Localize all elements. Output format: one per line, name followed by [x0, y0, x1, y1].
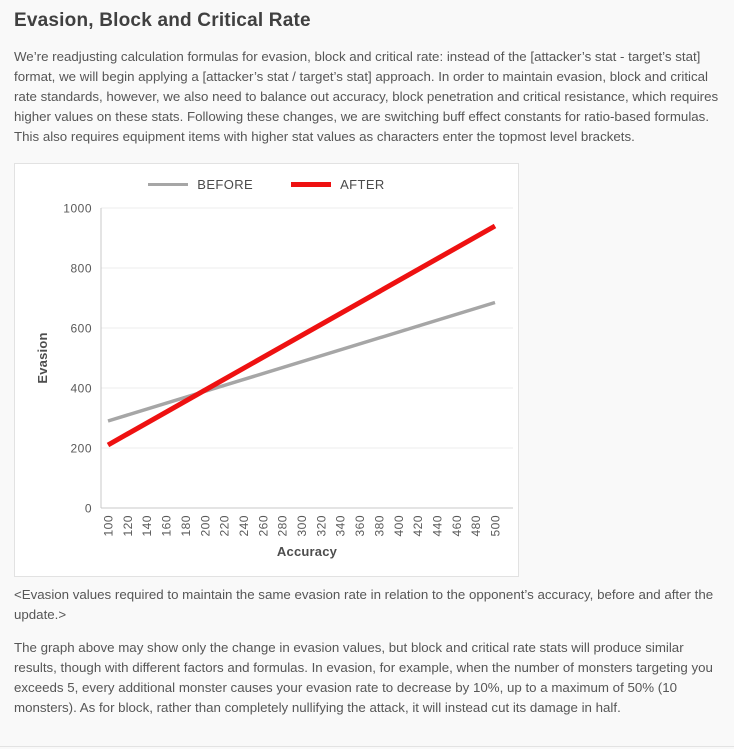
page-title: Evasion, Block and Critical Rate: [14, 10, 311, 31]
svg-text:420: 420: [411, 515, 426, 537]
svg-text:320: 320: [314, 515, 329, 537]
legend-label-before: BEFORE: [197, 177, 254, 192]
svg-text:Accuracy: Accuracy: [276, 544, 338, 559]
svg-text:300: 300: [295, 515, 309, 537]
svg-text:240: 240: [236, 515, 251, 537]
before-line-swatch: [148, 183, 188, 186]
chart-legend: [15, 177, 518, 192]
legend-label-after: AFTER: [340, 177, 385, 192]
svg-text:480: 480: [469, 515, 484, 537]
evasion-chart: [14, 163, 519, 577]
svg-text:400: 400: [391, 515, 406, 537]
svg-text:120: 120: [120, 515, 135, 537]
svg-text:280: 280: [275, 515, 290, 537]
svg-text:260: 260: [256, 515, 271, 537]
svg-text:140: 140: [140, 515, 155, 537]
svg-text:1000: 1000: [63, 201, 92, 216]
svg-text:200: 200: [70, 441, 92, 456]
legend-item-after: [291, 177, 385, 192]
chart-plot-svg: [15, 164, 518, 576]
svg-text:Evasion: Evasion: [35, 332, 50, 384]
svg-text:0: 0: [84, 501, 92, 516]
after-line-swatch: [291, 182, 331, 187]
svg-text:800: 800: [70, 261, 92, 276]
chart-caption: <Evasion values required to maintain the same evasion rate in relation to the opponent’s accuracy, before and after the update.>: [14, 587, 714, 622]
svg-text:380: 380: [372, 515, 387, 537]
svg-text:440: 440: [430, 515, 445, 537]
svg-text:200: 200: [198, 515, 213, 537]
svg-text:400: 400: [70, 381, 92, 396]
svg-text:100: 100: [101, 515, 116, 537]
svg-text:460: 460: [449, 515, 464, 537]
svg-text:220: 220: [217, 515, 232, 537]
svg-text:180: 180: [178, 515, 193, 537]
svg-text:600: 600: [70, 321, 92, 336]
svg-text:340: 340: [333, 515, 348, 537]
body-paragraph: The graph above may show only the change in evasion values, but block and critical rate stats will produce similar results, though with different factors and formulas. In evasion, for example, when the number of monsters targeting you exceeds 5, every additional monster causes your evasion rate to decrease by 10%, up to a maximum of 50% (10 monsters). As for block, rather than completely nullifying the attack, it will instead cut its damage in half.: [14, 640, 713, 715]
svg-text:360: 360: [353, 515, 368, 537]
svg-text:160: 160: [159, 515, 174, 537]
legend-item-before: [148, 177, 253, 192]
svg-text:500: 500: [488, 515, 503, 537]
bottom-divider: [0, 746, 734, 747]
intro-paragraph: We’re readjusting calculation formulas for evasion, block and critical rate: instead of the [attacker’s stat - target’s stat] format, we will begin applying a [attacker’s stat / target’s stat] approach. In order to maintain evasion, block and critical rate standards, however, we also need to balance out accuracy, block penetration and critical resistance, which requires higher values on these stats. Following these changes, we are switching buff effect constants for ratio-based formulas. This also requires equipment items with higher stat values as characters enter the topmost level brackets.: [14, 49, 719, 144]
